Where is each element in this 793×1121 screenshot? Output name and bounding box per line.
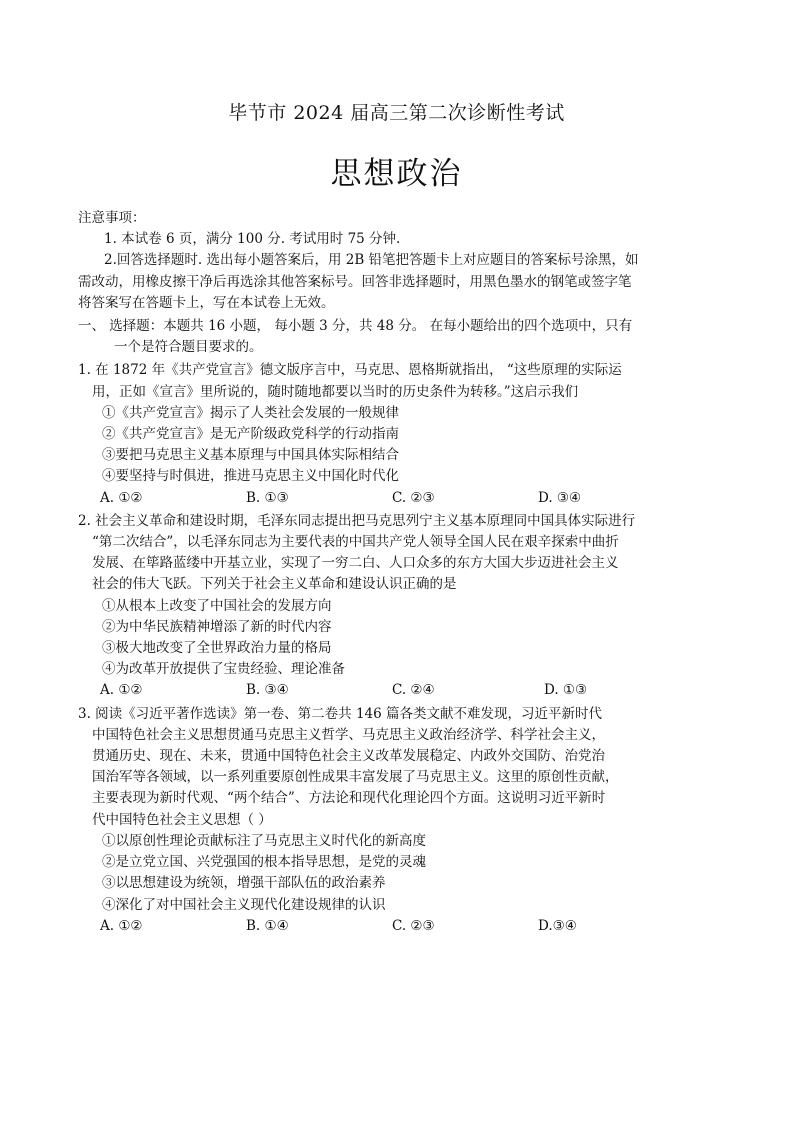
- section-heading: [78, 316, 718, 358]
- choice-d: D. ①③: [544, 682, 588, 699]
- question-stem-line: 2. 社会主义革命和建设时期，毛泽东同志提出把马克思列宁主义基本原理同中国具体实际进行: [78, 512, 636, 529]
- question-stem-line: 发展、在筚路蓝缕中开基立业，实现了一穷二白、人口众多的东方大国大步迈进社会主义: [92, 555, 619, 572]
- question-stem-line: “第二次结合”，以毛泽东同志为主要代表的中国共产党人领导全国人民在艰辛探索中曲折: [92, 534, 619, 551]
- question-stem-line: 1. 在 1872 年《共产党宣言》德文版序言中，马克思、恩格斯就指出， “这些原理的实际运: [78, 362, 622, 379]
- question-stem-line: 用，正如《宣言》里所说的，随时随地都要以当时的历史条件为转移。”这启示我们: [92, 383, 579, 400]
- subject-title: 思想政治: [330, 156, 463, 192]
- question-3: [78, 704, 718, 937]
- question-stem-line: 中国特色社会主义思想贯通马克思主义哲学、马克思主义政治经济学、科学社会主义，: [92, 726, 605, 743]
- question-stem-line: 社会的伟大飞跃。下列关于社会主义革命和建设认识正确的是: [92, 576, 457, 593]
- choice-b: B. ③④: [246, 682, 289, 699]
- notice-item-2-line-2: 需改动，用橡皮擦干净后再选涂其他答案标号。回答非选择题时，用黑色墨水的钢笔或签字笔: [78, 273, 632, 290]
- question-stem-line: 代中国特色社会主义思想（ ）: [92, 811, 272, 828]
- statement-option: ③极大地改变了全世界政治力量的格局: [102, 640, 332, 657]
- choice-a: A. ①②: [100, 682, 143, 699]
- section-line-1: 一、 选择题：本题共 16 小题， 每小题 3 分，共 48 分。 在每小题给出的四个选项中，只有: [78, 318, 633, 335]
- exam-title: 毕节市 2024 届高三第二次诊断性考试: [228, 102, 565, 124]
- statement-option: ②为中华民族精神增添了新的时代内容: [102, 618, 332, 635]
- statement-option: ①以原创性理论贡献标注了马克思主义时代化的新高度: [102, 832, 426, 849]
- question-stem-line: 主要表现为新时代观、“两个结合”、方法论和现代化理论四个方面。这说明习近平新时: [92, 790, 606, 807]
- statement-option: ②《共产党宣言》是无产阶级政党科学的行动指南: [102, 426, 399, 443]
- statement-option: ③要把马克思主义基本原理与中国具体实际相结合: [102, 447, 399, 464]
- choice-a: A. ①②: [100, 917, 143, 934]
- statement-option: ④为改革开放提供了宝贵经验、理论准备: [102, 661, 345, 678]
- section-line-2: 一个是符合题目要求的。: [114, 339, 263, 356]
- notice-heading: 注意事项：: [78, 210, 146, 226]
- choice-d: D.③④: [538, 917, 577, 934]
- question-stem-line: 国治军等各领域，以一系列重要原创性成果丰富发展了马克思主义。这里的原创性贡献，: [92, 769, 619, 786]
- notice-item-2-line-3: 将答案写在答题卡上，写在本试卷上无效。: [78, 294, 335, 311]
- statement-option: ①从根本上改变了中国社会的发展方向: [102, 597, 332, 614]
- notice-item-2-line-1: 2.回答选择题时. 选出每小题答案后，用 2B 铅笔把答题卡上对应题目的答案标号涂黑，如: [104, 252, 639, 269]
- notice-item-1: 1. 本试卷 6 页，满分 100 分. 考试用时 75 分钟.: [104, 231, 401, 248]
- answer-choices: [78, 488, 718, 509]
- statement-option: ④深化了对中国社会主义现代化建设规律的认识: [102, 896, 386, 913]
- statement-option: ④要坚持与时俱进，推进马克思主义中国化时代化: [102, 468, 399, 485]
- question-stem-line: 3. 阅读《习近平著作选读》第一卷、第二卷共 146 篇各类文献不难发现，习近平新时代: [78, 705, 603, 722]
- choice-c: C. ②③: [392, 917, 435, 934]
- choice-a: A. ①②: [100, 489, 143, 506]
- statement-option: ③以思想建设为统领，增强干部队伍的政治素养: [102, 875, 386, 892]
- question-2: [78, 511, 718, 702]
- answer-choices: [78, 680, 718, 701]
- choice-c: C. ②④: [392, 682, 435, 699]
- choice-b: B. ①④: [246, 917, 289, 934]
- question-stem-line: 贯通历史、现在、未来，贯通中国特色社会主义改革发展稳定、内政外交国防、治党治: [92, 748, 605, 765]
- statement-option: ①《共产党宣言》揭示了人类社会发展的一般规律: [102, 404, 399, 421]
- choice-b: B. ①③: [246, 489, 289, 506]
- answer-choices: [78, 916, 718, 937]
- choice-c: C. ②③: [392, 489, 435, 506]
- statement-option: ②是立党立国、兴党强国的根本指导思想，是党的灵魂: [102, 854, 426, 871]
- notice-block: [78, 208, 718, 314]
- choice-d: D. ③④: [538, 489, 582, 506]
- question-1: [78, 360, 718, 508]
- exam-content: [78, 208, 718, 937]
